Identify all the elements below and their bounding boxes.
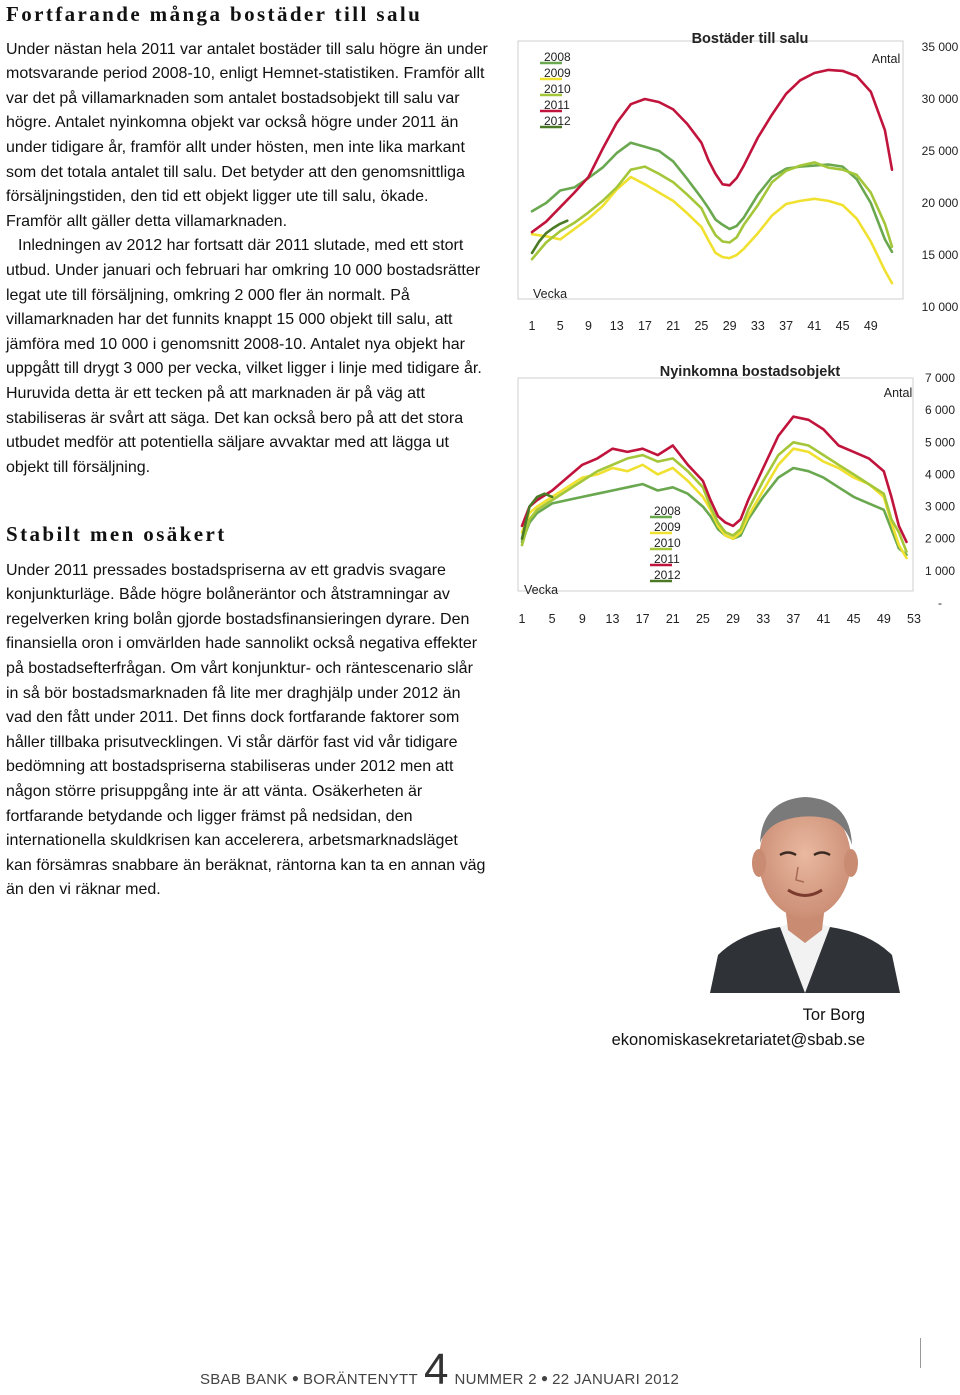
x-tick-label: 13: [605, 612, 620, 626]
x-tick-label: 21: [666, 319, 681, 333]
x-tick-label: 33: [750, 319, 765, 333]
y-tick-label: 30 000: [921, 92, 959, 106]
y-axis-label: Antal: [883, 386, 913, 400]
author-photo: [700, 755, 910, 993]
page-number: 4: [423, 1345, 449, 1394]
y-axis-label: Antal: [871, 52, 901, 66]
paragraph: Under nästan hela 2011 var antalet bostäder till salu högre än under motsvarande period 2008-10, enligt Hemnet-statistiken. Framför allt var det på villamarknaden som antalet bostadsobjekt till salu var högre. Antalet nyinkomna objekt var också högre under 2011 än under tidigare år, framför allt under hösten, men inte lika markant som det totala antalet till salu. Det betyder att den genomsnittliga försäljningstiden, den tid ett objekt ligger ute till salu, ökade. Framför allt gäller detta villamarknaden.: [6, 40, 488, 230]
section-heading: Stabilt men osäkert: [6, 522, 227, 546]
legend-label: 2008: [544, 50, 571, 64]
y-tick-label: 4 000: [924, 467, 956, 482]
y-tick-label: 2 000: [924, 531, 956, 546]
x-tick-label: 9: [584, 319, 592, 333]
y-tick-label: 10 000: [921, 300, 959, 314]
chart-svg: [500, 360, 960, 630]
x-axis-label: Vecka: [533, 287, 568, 301]
legend-label: 2010: [544, 82, 571, 96]
y-tick-label: 25 000: [921, 144, 959, 158]
footer-publisher: SBAB BANK: [200, 1371, 288, 1388]
x-tick-label: 53: [907, 612, 921, 626]
x-tick-label: 45: [835, 319, 850, 333]
bullet-icon: ●: [540, 1371, 549, 1385]
x-tick-label: 37: [786, 612, 801, 626]
section-stabilt: [6, 522, 488, 903]
y-tick-label: 3 000: [924, 499, 956, 514]
legend-label: 2008: [654, 504, 681, 518]
footer-date: 22 JANUARI 2012: [552, 1371, 680, 1388]
legend-label: 2010: [654, 536, 681, 550]
y-tick-label: 15 000: [921, 248, 959, 262]
y-tick-label: 5 000: [924, 435, 956, 450]
x-axis-label: Vecka: [524, 583, 559, 597]
x-tick-label: 41: [816, 612, 831, 626]
legend-label: 2011: [654, 552, 680, 566]
x-tick-label: 41: [807, 319, 822, 333]
y-tick-label: 35 000: [921, 40, 959, 54]
legend-label: 2011: [544, 98, 570, 112]
bullet-icon: ●: [291, 1371, 299, 1385]
x-tick-label: 9: [578, 612, 586, 626]
x-tick-label: 25: [695, 612, 710, 626]
series-line-2009: [522, 449, 907, 558]
footer-publication: BORÄNTENYTT: [302, 1371, 418, 1388]
legend-label: 2012: [654, 568, 681, 582]
footer-issue: NUMMER 2: [454, 1371, 537, 1388]
footer-divider: [920, 1338, 921, 1368]
x-tick-label: 49: [863, 319, 878, 333]
x-tick-label: 29: [722, 319, 737, 333]
legend-label: 2012: [544, 114, 571, 128]
x-tick-label: 1: [518, 612, 526, 626]
signature-email[interactable]: ekonomiskasekretariatet@sbab.se: [611, 1031, 865, 1049]
chart-nyinkomna-bostadsobjekt: [500, 360, 960, 630]
paragraph: Inledningen av 2012 har fortsatt där 2011 slutade, med ett stort utbud. Under januari och februari har omkring 10 000 bostadsrätter legat ute till försäljning, omkring 2 000 fler än normalt. På villamarknaden har det funnits knappt 15 000 objekt till salu, att jämföra med 10 000 i genomsnitt 2008-10. Antalet nya objekt har uppgått till drygt 3 000 per vecka, vilket ligger i linje med tidigare år. Huruvida detta är ett tecken på att marknaden är på väg att stabiliseras är svårt att säga. Det kan också bero på att det stora utbudet medför att potentiella säljare avvaktar med att lägga ut objekt till försäljning.: [6, 237, 482, 476]
series-line-2011: [532, 70, 892, 232]
paragraph: Under 2011 pressades bostadspriserna av ett gradvis svagare konjunkturläge. Både högre bolåneräntor och åtstramningar av regelverken kring bolån gjorde bostadsfinansieringen dyrare. Den finansiella oron i omvärlden hade sannolikt också negativa effekter på bostadsefterfrågan. Om vårt konjunktur- och räntescenario slår in så bör bostadsmarknaden få lite mer draghjälp under 2012 än vad den fått under 2011. Det finns dock fortfarande faktorer som håller tillbaka prisutvecklingen. Vi står därför fast vid vår tidigare bedömning att bostadspriserna stabiliseras under 2012 men att någon större prisuppgång inte är att vänta. Osäkerheten är fortfarande betydande och ligger främst på nedsidan, den internationella skuldkrisen kan accelerera, arbetsmarknadsläget kan försämras snabbare än beräknat, räntorna kan ta en annan väg än den vi räknar med.: [6, 561, 486, 899]
y-tick-label: 1 000: [924, 563, 956, 578]
y-tick-label: 6 000: [924, 403, 956, 418]
y-tick-label: 20 000: [921, 196, 959, 210]
y-tick-label: 7 000: [924, 371, 956, 385]
series-line-2008: [522, 468, 907, 555]
legend-label: 2009: [544, 66, 571, 80]
section-heading: Fortfarande många bostäder till salu: [6, 2, 423, 26]
x-tick-label: 17: [635, 612, 650, 626]
x-tick-label: 45: [846, 612, 861, 626]
x-tick-label: 21: [665, 612, 680, 626]
x-tick-label: 29: [726, 612, 741, 626]
portrait-image: [700, 755, 910, 993]
x-tick-label: 33: [756, 612, 771, 626]
x-tick-label: 25: [694, 319, 709, 333]
chart-title: Bostäder till salu: [691, 31, 809, 47]
chart-title: Nyinkomna bostadsobjekt: [659, 364, 841, 380]
x-tick-label: 17: [637, 319, 652, 333]
signature-name: Tor Borg: [802, 1006, 865, 1024]
chart-bostader-till-salu: [500, 25, 960, 345]
legend-label: 2009: [654, 520, 681, 534]
x-tick-label: 13: [609, 319, 624, 333]
series-line-2008: [532, 143, 892, 252]
section-fortfarande: [6, 2, 488, 480]
page-footer: [200, 1345, 679, 1395]
y-tick-label: -: [938, 596, 942, 610]
x-tick-label: 1: [528, 319, 536, 333]
x-tick-label: 49: [876, 612, 891, 626]
x-tick-label: 5: [556, 319, 564, 333]
x-tick-label: 5: [548, 612, 556, 626]
chart-svg: [500, 25, 960, 345]
x-tick-label: 37: [779, 319, 794, 333]
